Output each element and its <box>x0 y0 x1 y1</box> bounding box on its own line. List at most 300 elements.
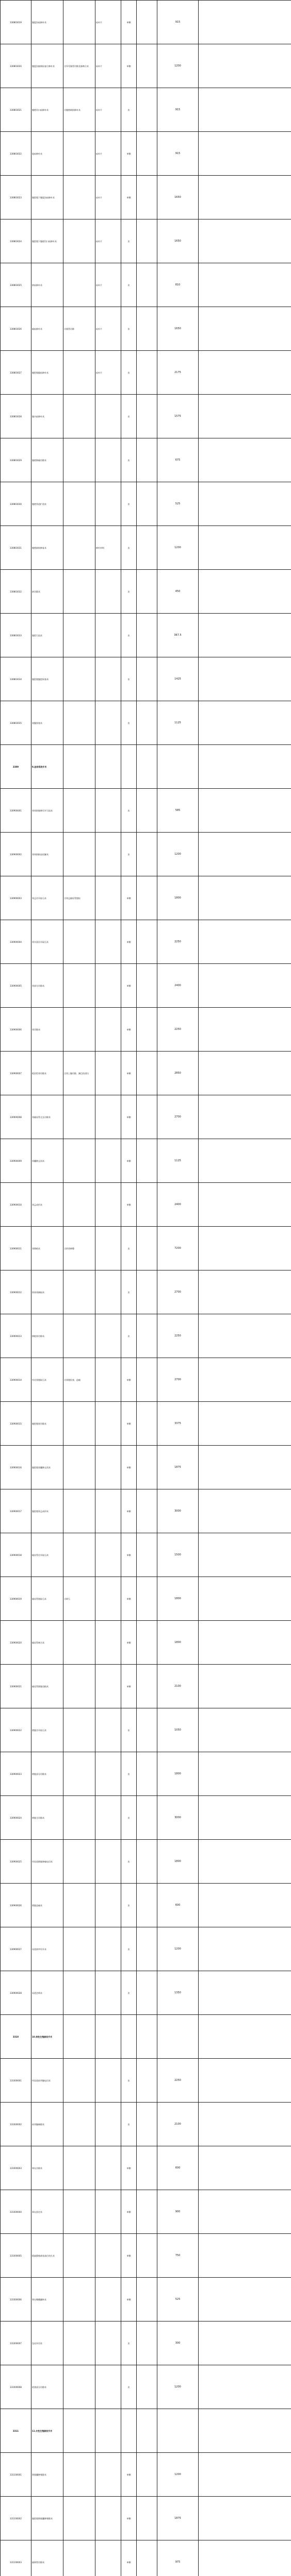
item-code: 331000003 <box>1 2146 31 2190</box>
item-price: 675 <box>157 438 199 482</box>
table-row <box>1 1884 291 1927</box>
item-unit: 单侧 <box>121 176 137 219</box>
item-price: 600 <box>157 2146 199 2190</box>
item-exclude: 疝补片 <box>95 176 121 219</box>
item-name: 包皮环切术 <box>31 2321 63 2365</box>
table-row <box>1 2059 291 2103</box>
item-note <box>137 1183 157 1227</box>
item-unit: 次 <box>121 219 137 263</box>
item-remark <box>199 307 291 351</box>
item-unit: 单侧 <box>121 876 137 920</box>
item-remark <box>199 395 291 438</box>
item-price: 3375 <box>157 1402 199 1446</box>
item-unit: 次 <box>121 1927 137 1971</box>
table-row <box>1 1971 291 2015</box>
table-row <box>1 482 291 526</box>
item-name: 股疝修补术 <box>31 132 63 176</box>
item-name: 剖腹探查术 <box>31 701 63 745</box>
item-content <box>63 2234 95 2278</box>
table-row <box>1 1270 291 1314</box>
item-code: 330900007 <box>1 1052 31 1095</box>
item-content <box>63 1 95 44</box>
table-row <box>1 1 291 44</box>
item-unit: 次 <box>121 1752 137 1796</box>
item-note <box>137 2103 157 2146</box>
item-unit: 单侧 <box>121 1095 137 1139</box>
item-remark <box>199 2059 291 2103</box>
item-remark <box>199 1621 291 1665</box>
item-name: 输尿管镜取石术 <box>31 1577 63 1621</box>
item-note <box>137 1 157 44</box>
item-note <box>137 1621 157 1665</box>
item-name: 肾盂切开取石术 <box>31 876 63 920</box>
item-unit: 单侧 <box>121 2234 137 2278</box>
item-note <box>137 964 157 1008</box>
item-code: 330900028 <box>1 1971 31 2015</box>
item-price: 1875 <box>157 1446 199 1489</box>
item-content <box>63 1752 95 1796</box>
item-note <box>137 1227 157 1270</box>
item-content <box>63 1665 95 1708</box>
item-unit: 单侧 <box>121 1577 137 1621</box>
item-unit: 次 <box>121 1884 137 1927</box>
item-price: 2400 <box>157 964 199 1008</box>
item-name: 肾周围脓肿切开引流术 <box>31 789 63 833</box>
item-name: 腹腔镜膈疝修补术 <box>31 351 63 395</box>
item-note <box>137 2497 157 2540</box>
item-content: 含肾镜检查、造瘘 <box>63 1358 95 1402</box>
item-code: 330803022 <box>1 132 31 176</box>
item-remark <box>199 1971 291 2015</box>
item-unit: 次 <box>121 438 137 482</box>
item-code: 331000005 <box>1 2234 31 2278</box>
item-code: 330803035 <box>1 701 31 745</box>
item-content <box>63 2015 95 2059</box>
item-remark <box>199 745 291 789</box>
item-code: 330803020 <box>1 44 31 88</box>
item-unit: 次 <box>121 1227 137 1270</box>
item-name: 前列腺摘除术 <box>31 2103 63 2146</box>
item-exclude <box>95 1752 121 1796</box>
item-name: 腹壁切口疝修补术 <box>31 88 63 132</box>
item-unit: 次 <box>121 1840 137 1884</box>
item-exclude <box>95 920 121 964</box>
item-note <box>137 789 157 833</box>
item-code: 3310 <box>1 2015 31 2059</box>
item-content <box>63 789 95 833</box>
item-unit: 次 <box>121 614 137 657</box>
item-unit: 单侧 <box>121 2453 137 2497</box>
item-note <box>137 2453 157 2497</box>
item-price: 915 <box>157 1 199 44</box>
item-remark <box>199 2497 291 2540</box>
item-note <box>137 176 157 219</box>
item-note <box>137 701 157 745</box>
item-name: 腹腔镜卵巢囊肿剔除术 <box>31 2497 63 2540</box>
item-code: 330900008 <box>1 1095 31 1139</box>
item-code: 3311 <box>1 2409 31 2453</box>
item-code: 331000008 <box>1 2365 31 2409</box>
item-price: 1125 <box>157 701 199 745</box>
item-unit: 单侧 <box>121 1402 137 1446</box>
item-name: 膀胱切开取石术 <box>31 1708 63 1752</box>
item-remark <box>199 2234 291 2278</box>
item-name: 10.男性生殖器官手术 <box>31 2015 63 2059</box>
item-unit: 单侧 <box>121 2540 137 2576</box>
item-note <box>137 1927 157 1971</box>
item-price: 915 <box>157 88 199 132</box>
item-note <box>137 263 157 307</box>
item-unit: 单侧 <box>121 1446 137 1489</box>
item-remark <box>199 1227 291 1270</box>
item-code: 331000007 <box>1 2321 31 2365</box>
item-exclude <box>95 745 121 789</box>
table-row <box>1 1533 291 1577</box>
item-unit: 单侧 <box>121 2190 137 2234</box>
item-exclude <box>95 2059 121 2103</box>
item-price: 2100 <box>157 1665 199 1708</box>
item-remark <box>199 1489 291 1533</box>
item-note <box>137 1577 157 1621</box>
item-price: 2250 <box>157 920 199 964</box>
item-name: 卵巢囊肿剔除术 <box>31 2453 63 2497</box>
item-note <box>137 1139 157 1183</box>
item-price: 2700 <box>157 1095 199 1139</box>
item-content <box>63 1008 95 1052</box>
item-code: 330803025 <box>1 263 31 307</box>
item-remark <box>199 1446 291 1489</box>
item-unit: 次 <box>121 263 137 307</box>
item-note <box>137 44 157 88</box>
item-code: 330900020 <box>1 1621 31 1665</box>
item-remark <box>199 1358 291 1402</box>
item-content <box>63 263 95 307</box>
item-note <box>137 1052 157 1095</box>
item-price: 2250 <box>157 1008 199 1052</box>
item-note <box>137 1095 157 1139</box>
item-exclude <box>95 1008 121 1052</box>
item-name: 输尿管吻合术 <box>31 1621 63 1665</box>
table-row <box>1 1183 291 1227</box>
item-price: 1425 <box>157 657 199 701</box>
item-name: 肾囊肿去顶术 <box>31 1139 63 1183</box>
item-code: 331000006 <box>1 2278 31 2321</box>
item-unit: 单侧 <box>121 44 137 88</box>
item-remark <box>199 964 291 1008</box>
item-name: 精索静脉曲张高位结扎术 <box>31 2234 63 2278</box>
item-note <box>137 395 157 438</box>
item-price: 2700 <box>157 1270 199 1314</box>
item-code: 330803026 <box>1 307 31 351</box>
table-row <box>1 1446 291 1489</box>
item-remark <box>199 351 291 395</box>
item-note <box>137 1314 157 1358</box>
item-note <box>137 1708 157 1752</box>
item-exclude <box>95 1533 121 1577</box>
table-row <box>1 2190 291 2234</box>
item-unit: 次 <box>121 2365 137 2409</box>
item-remark <box>199 132 291 176</box>
item-name: 9.泌尿系统手术 <box>31 745 63 789</box>
item-name: 肾部分切除术 <box>31 964 63 1008</box>
item-exclude: 修补材料 <box>95 526 121 570</box>
item-exclude <box>95 1358 121 1402</box>
item-note <box>137 307 157 351</box>
item-unit: 单侧 <box>121 964 137 1008</box>
table-row <box>1 2234 291 2278</box>
item-name: 腹腔镜下腹股沟疝修补术 <box>31 176 63 219</box>
item-code: 330900012 <box>1 1270 31 1314</box>
item-code: 330803024 <box>1 219 31 263</box>
item-price <box>157 2015 199 2059</box>
item-name: 腹腔镜肾切除术 <box>31 1402 63 1446</box>
item-content <box>63 2409 95 2453</box>
item-price: 2700 <box>157 1358 199 1402</box>
item-exclude <box>95 1840 121 1884</box>
item-exclude <box>95 1270 121 1314</box>
item-remark <box>199 2321 291 2365</box>
item-code: 330900009 <box>1 1139 31 1183</box>
item-exclude <box>95 1796 121 1840</box>
item-code: 330900015 <box>1 1402 31 1446</box>
item-remark <box>199 1314 291 1358</box>
table-row <box>1 614 291 657</box>
item-exclude <box>95 1708 121 1752</box>
item-exclude <box>95 1927 121 1971</box>
item-content <box>63 482 95 526</box>
item-note <box>137 2365 157 2409</box>
item-remark <box>199 1752 291 1796</box>
item-name: 输卵管切除术 <box>31 2540 63 2576</box>
item-price: 367.5 <box>157 614 199 657</box>
item-code: 331000002 <box>1 2103 31 2146</box>
item-exclude: 疝补片 <box>95 307 121 351</box>
item-unit <box>121 2015 137 2059</box>
item-remark <box>199 176 291 219</box>
item-unit: 单侧 <box>121 1358 137 1402</box>
table-row <box>1 351 291 395</box>
item-price: 3000 <box>157 1796 199 1840</box>
table-row <box>1 1139 291 1183</box>
item-remark <box>199 2015 291 2059</box>
item-exclude: 疝补片 <box>95 351 121 395</box>
item-content <box>63 1533 95 1577</box>
item-content <box>63 1314 95 1358</box>
item-remark <box>199 570 291 614</box>
item-unit: 次 <box>121 701 137 745</box>
item-remark <box>199 1840 291 1884</box>
item-name: 睾丸切除术 <box>31 2146 63 2190</box>
item-price: 1350 <box>157 1971 199 2015</box>
item-price: 1125 <box>157 1139 199 1183</box>
item-remark <box>199 1402 291 1446</box>
item-code: 330803028 <box>1 395 31 438</box>
item-code: 330900006 <box>1 1008 31 1052</box>
item-price: 1800 <box>157 1840 199 1884</box>
item-note <box>137 526 157 570</box>
item-unit: 单侧 <box>121 1489 137 1533</box>
item-remark <box>199 1 291 44</box>
item-unit: 单侧 <box>121 2278 137 2321</box>
item-content <box>63 1621 95 1665</box>
item-remark <box>199 2453 291 2497</box>
item-unit <box>121 2409 137 2453</box>
item-note <box>137 1796 157 1840</box>
item-price: 2250 <box>157 1314 199 1358</box>
item-price: 1200 <box>157 2453 199 2497</box>
item-content <box>63 219 95 263</box>
item-remark <box>199 88 291 132</box>
item-code: 330803031 <box>1 526 31 570</box>
item-content <box>63 1927 95 1971</box>
item-exclude <box>95 1577 121 1621</box>
item-note <box>137 2015 157 2059</box>
item-exclude <box>95 614 121 657</box>
table-row <box>1 2321 291 2365</box>
table-row <box>1 88 291 132</box>
table-row <box>1 1227 291 1270</box>
item-content <box>63 438 95 482</box>
item-price: 1200 <box>157 2365 199 2409</box>
item-remark <box>199 1665 291 1708</box>
table-row <box>1 1314 291 1358</box>
item-name: 经尿道膀胱肿瘤电切术 <box>31 1840 63 1884</box>
item-code: 330900016 <box>1 1446 31 1489</box>
item-price: 1200 <box>157 526 199 570</box>
item-note <box>137 1008 157 1052</box>
item-unit: 次 <box>121 482 137 526</box>
table-row <box>1 219 291 263</box>
item-remark <box>199 1927 291 1971</box>
item-price: 300 <box>157 2321 199 2365</box>
item-note <box>137 745 157 789</box>
item-unit: 单侧 <box>121 1665 137 1708</box>
item-name: 根治性肾切除术 <box>31 1052 63 1095</box>
item-exclude <box>95 2453 121 2497</box>
item-remark <box>199 701 291 745</box>
item-code: 330900018 <box>1 1533 31 1577</box>
item-exclude <box>95 1446 121 1489</box>
item-price: 525 <box>157 2278 199 2321</box>
table-row <box>1 263 291 307</box>
item-unit: 次 <box>121 395 137 438</box>
item-note <box>137 1358 157 1402</box>
item-exclude: 疝补片 <box>95 88 121 132</box>
table-row <box>1 1095 291 1139</box>
item-note <box>137 920 157 964</box>
item-name: 肾周围粘连松解术 <box>31 833 63 876</box>
item-price: 1800 <box>157 876 199 920</box>
item-code: 330900003 <box>1 876 31 920</box>
item-price: 1800 <box>157 1577 199 1621</box>
item-name: 肾输尿管全长切除术 <box>31 1095 63 1139</box>
item-unit: 次 <box>121 307 137 351</box>
table-row <box>1 1402 291 1446</box>
item-unit: 次 <box>121 2321 137 2365</box>
item-unit: 单侧 <box>121 2497 137 2540</box>
item-unit: 次 <box>121 657 137 701</box>
item-exclude <box>95 2409 121 2453</box>
item-price: 1200 <box>157 44 199 88</box>
item-exclude <box>95 2146 121 2190</box>
item-name: 肾移植术 <box>31 1227 63 1270</box>
item-note <box>137 570 157 614</box>
item-content <box>63 1884 95 1927</box>
item-code: 331000004 <box>1 2190 31 2234</box>
item-content <box>63 1139 95 1183</box>
item-note <box>137 219 157 263</box>
item-code: 330900025 <box>1 1840 31 1884</box>
item-remark <box>199 2103 291 2146</box>
table-row <box>1 44 291 88</box>
item-note <box>137 2059 157 2103</box>
table-row <box>1 438 291 482</box>
item-code: 331000001 <box>1 2059 31 2103</box>
item-exclude <box>95 1402 121 1446</box>
item-remark <box>199 789 291 833</box>
item-exclude <box>95 1227 121 1270</box>
item-name: 腹股沟疝修补术 <box>31 1 63 44</box>
table-row <box>1 1840 291 1884</box>
table-row <box>1 395 291 438</box>
item-content <box>63 1446 95 1489</box>
item-remark <box>199 44 291 88</box>
item-code: 330900027 <box>1 1927 31 1971</box>
item-exclude <box>95 1489 121 1533</box>
item-note <box>137 351 157 395</box>
item-code: 330900017 <box>1 1489 31 1533</box>
item-code: 330900005 <box>1 964 31 1008</box>
item-name: 膀胱全切除术 <box>31 1796 63 1840</box>
item-note <box>137 614 157 657</box>
item-exclude <box>95 1183 121 1227</box>
item-note <box>137 2278 157 2321</box>
item-note <box>137 2321 157 2365</box>
item-remark <box>199 2409 291 2453</box>
item-content <box>63 570 95 614</box>
item-code: 330803033 <box>1 614 31 657</box>
item-name: 膈疝修补术 <box>31 307 63 351</box>
item-content: 含肾盂输尿管镜检 <box>63 876 95 920</box>
item-note <box>137 876 157 920</box>
item-content <box>63 526 95 570</box>
table-row <box>1 570 291 614</box>
table-row <box>1 1752 291 1796</box>
item-code: 330900022 <box>1 1708 31 1752</box>
item-remark <box>199 833 291 876</box>
item-name: 尿道狭窄切开术 <box>31 1927 63 1971</box>
item-note <box>137 1402 157 1446</box>
item-name: 腹壁窦道扩创术 <box>31 482 63 526</box>
item-price: 1050 <box>157 1708 199 1752</box>
section-row <box>1 745 291 789</box>
item-content <box>63 2497 95 2540</box>
item-price: 975 <box>157 2540 199 2576</box>
item-content <box>63 132 95 176</box>
item-name: 腹腔镜下腹壁切口疝修补术 <box>31 219 63 263</box>
item-code: 331100002 <box>1 2497 31 2540</box>
item-note <box>137 2540 157 2576</box>
item-remark <box>199 1533 291 1577</box>
item-content: 含腹壁缺损修补术 <box>63 88 95 132</box>
item-content <box>63 2540 95 2576</box>
item-unit: 次 <box>121 351 137 395</box>
item-unit: 次 <box>121 88 137 132</box>
item-note <box>137 1270 157 1314</box>
item-price: 1800 <box>157 1752 199 1796</box>
item-exclude <box>95 1314 121 1358</box>
item-name: 膀胱造瘘术 <box>31 1884 63 1927</box>
